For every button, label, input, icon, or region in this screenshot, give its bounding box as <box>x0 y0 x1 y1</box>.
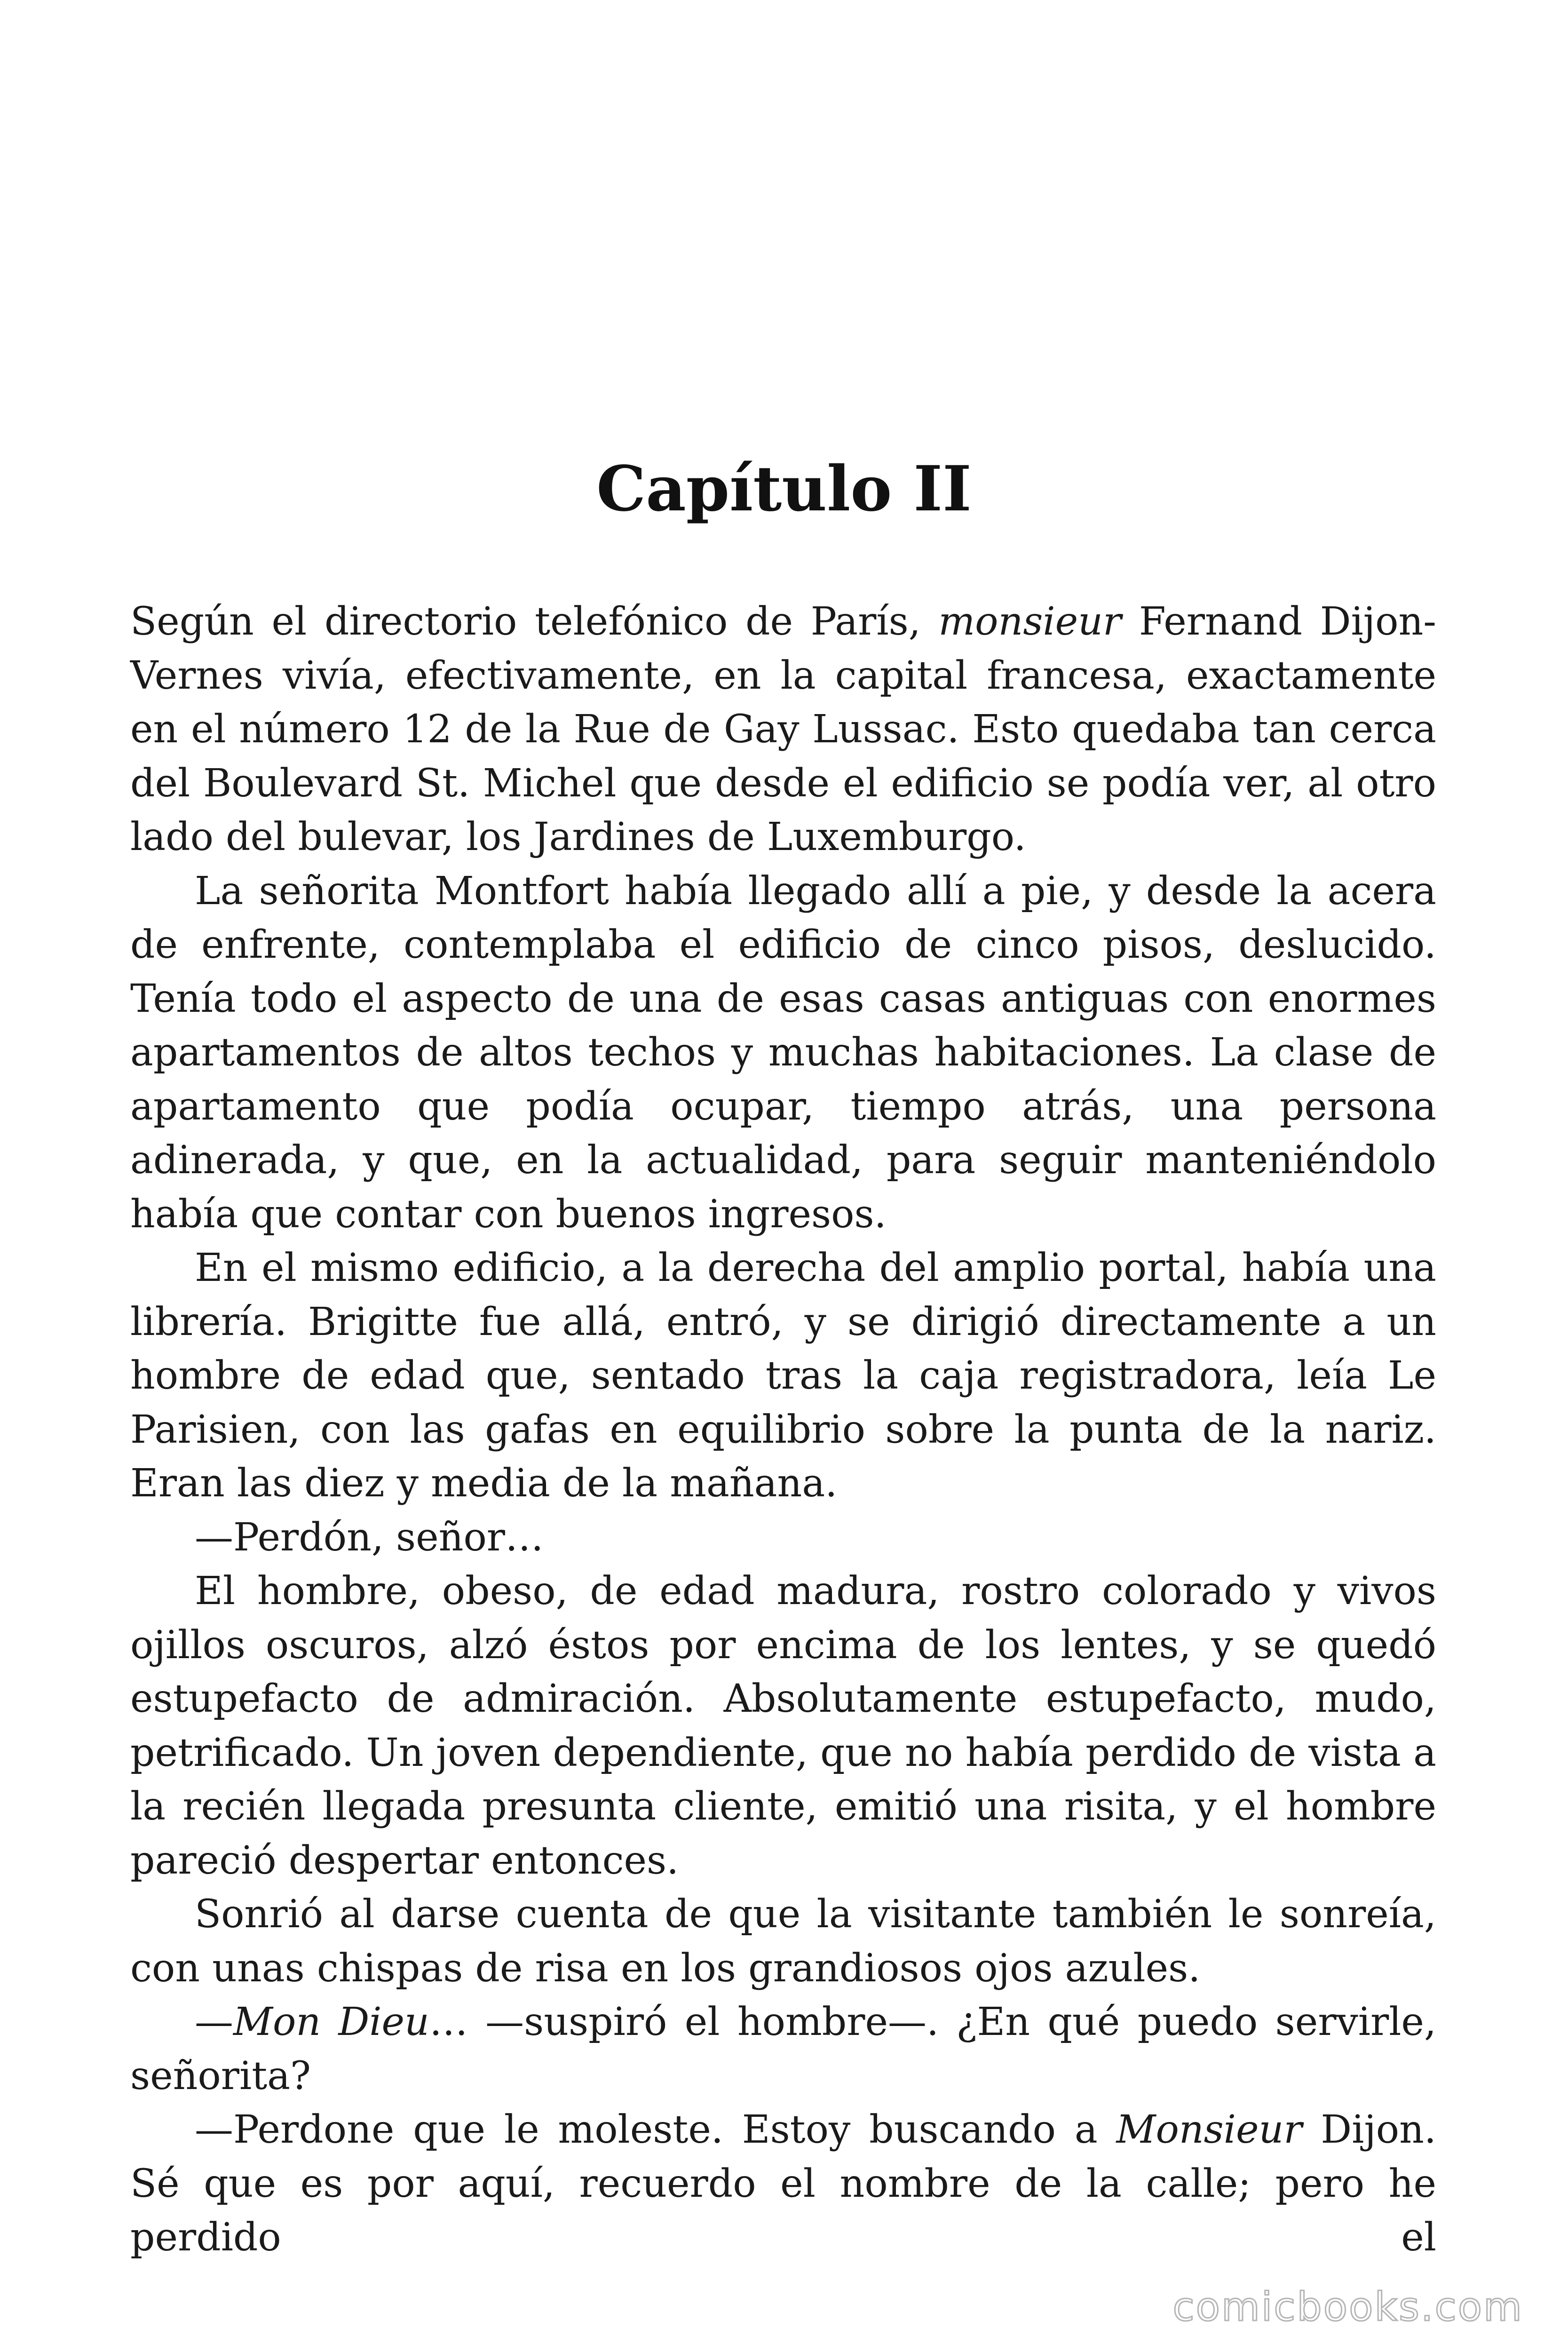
paragraph <box>130 595 1436 865</box>
emphasis-text: monsieur <box>938 599 1122 644</box>
paragraph: Sonrió al darse cuenta de que la visitante también le sonreía, con unas chispas de risa en los grandiosos ojos azules. <box>130 1892 1436 1991</box>
watermark: comicbooks.com <box>1172 2284 1523 2330</box>
paragraph <box>130 1995 1436 2103</box>
paragraph-text: — <box>195 2000 233 2044</box>
paragraph-text: Fernand Dijon-Vernes vivía, efectivamente, en la capital francesa, exactamente en el número 12 de la Rue de Gay Lussac. Esto quedaba tan cerca del Boulevard St. Michel que desde el edificio se podía ver, al otro lado del bulevar, los Jardines de Luxemburgo. <box>130 599 1436 859</box>
paragraph-text: —Perdone que le moleste. Estoy buscando a <box>195 2107 1117 2152</box>
paragraph: —Perdón, señor… <box>195 1515 544 1560</box>
paragraph: El hombre, obeso, de edad madura, rostro colorado y vivos ojillos oscuros, alzó éstos por encima de los lentes, y se quedó estupefacto de admiración. Absolutamente estupefacto, mudo, petrificado. Un joven dependiente, que no había perdido de vista a la recién llegada presunta cliente, emitió una risita, y el hombre pareció despertar entonces. <box>130 1569 1436 1883</box>
paragraph <box>130 2103 1436 2265</box>
emphasis-text: Mon Dieu <box>233 2000 429 2044</box>
paragraph-text: Según el directorio telefónico de París, <box>130 599 939 644</box>
emphasis-text: Monsieur <box>1116 2107 1302 2152</box>
paragraph-text: … —suspiró el hombre—. ¿En qué puedo servirle, señorita? <box>130 2000 1437 2098</box>
paragraph: La señorita Montfort había llegado allí a pie, y desde la acera de enfrente, contemplaba el edificio de cinco pisos, deslucido. Tenía todo el aspecto de una de esas casas antiguas con enormes apartamentos de altos techos y muchas habitaciones. La clase de apartamento que podía ocupar, tiempo atrás, una persona adinerada, y que, en la actualidad, para seguir manteniéndolo había que contar con buenos ingresos. <box>130 868 1436 1237</box>
paragraph: En el mismo edificio, a la derecha del amplio portal, había una librería. Brigitte fue allá, entró, y se dirigió directamente a un hombre de edad que, sentado tras la caja registradora, leía Le Parisien, con las gafas en equilibrio sobre la punta de la nariz. Eran las diez y media de la mañana. <box>130 1246 1436 1506</box>
paragraph-text: Dijon. Sé que es por aquí, recuerdo el nombre de la calle; pero he perdido el <box>130 2107 1436 2260</box>
chapter-title: Capítulo II <box>596 453 972 525</box>
chapter-body <box>130 595 1436 2265</box>
